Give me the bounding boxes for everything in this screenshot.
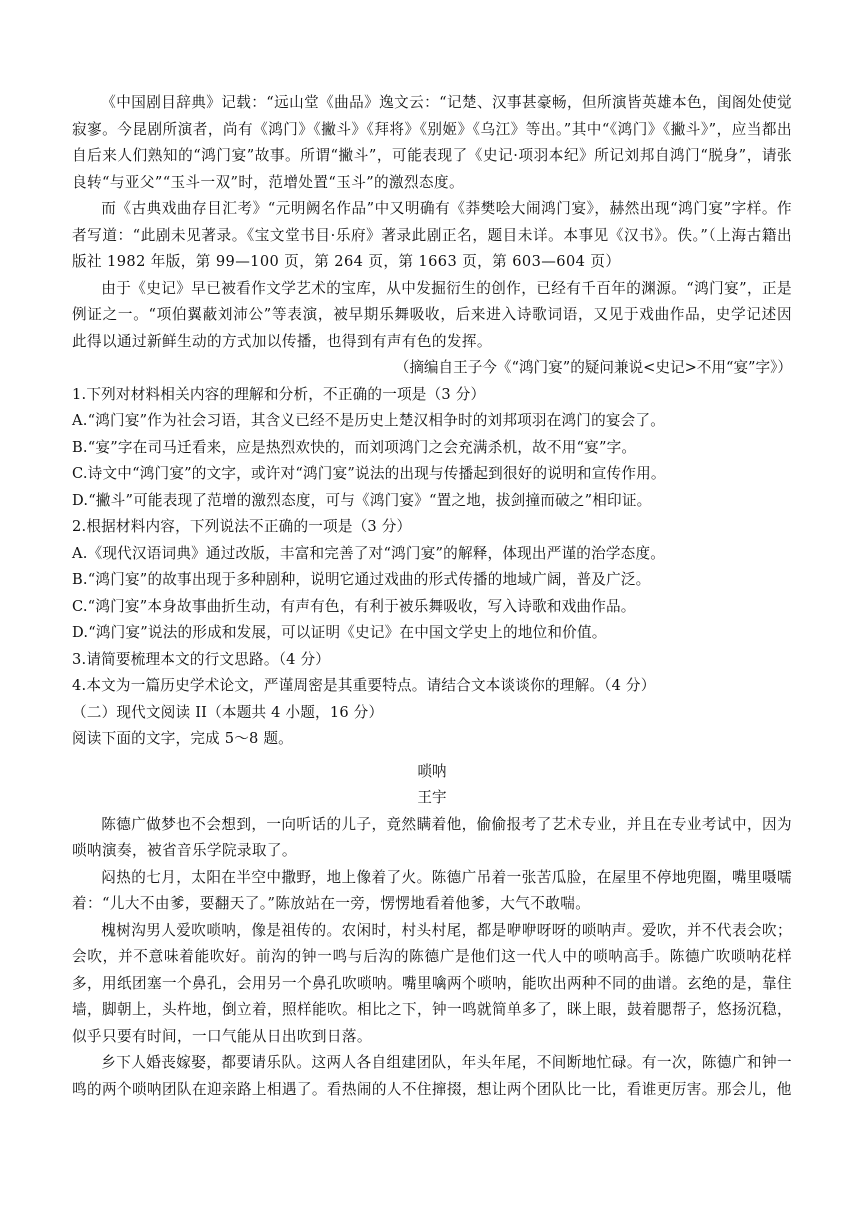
story-author: 王宇 xyxy=(417,789,447,806)
section-instruction: 阅读下面的文字，完成 5～8 题。 xyxy=(72,730,293,747)
story-paragraph: 陈德广做梦也不会想到，一向听话的儿子，竟然瞒着他，偷偷报考了艺术专业，并且在专业考试中，因为唢呐演奏，被省音乐学院录取了。 xyxy=(72,815,792,859)
story-body xyxy=(72,812,792,1104)
passage-paragraph: 由于《史记》早已被看作文学艺术的宝库，从中发掘衍生的创作，已经有千百年的渊源。“鸿门宴”，正是例证之一。“项伯翼蔽刘沛公”等表演，被早期乐舞吸收，后来进入诗歌词语，又见于戏曲作品，史学记述因此得以通过新鲜生动的方式加以传播，也得到有声有色的发挥。 xyxy=(72,279,792,350)
story-paragraph: 槐树沟男人爱吹唢呐，像是祖传的。农闲时，村头村尾，都是咿咿呀呀的唢呐声。爱吹，并不代表会吹；会吹，并不意味着能吹好。前沟的钟一鸣与后沟的陈德广是他们这一代人中的唢呐高手。陈德广吹唢呐花样多，用纸团塞一个鼻孔，会用另一个鼻孔吹唢呐。嘴里噙两个唢呐，能吹出两种不同的曲谱。玄绝的是，靠住墙，脚朝上，头杵地，倒立着，照样能吹。相比之下，钟一鸣就简单多了，眯上眼，鼓着腮帮子，悠扬沉稳，似乎只要有时间，一口气能从日出吹到日落。 xyxy=(72,921,792,1045)
question-list xyxy=(72,382,792,700)
question-4: 4.本文为一篇历史学术论文，严谨周密是其重要特点。请结合文本谈谈你的理解。（4 分） xyxy=(72,677,656,694)
question-1: 1.下列对材料相关内容的理解和分析，不正确的一项是（3 分） xyxy=(72,385,486,403)
story-paragraph: 乡下人婚丧嫁娶，都要请乐队。这两人各自组建团队，年头年尾，不间断地忙碌。有一次，陈德广和钟一鸣的两个唢呐团队在迎亲路上相遇了。看热闹的人不住撺掇，想让两个团队比一比，看谁更厉害。那会儿，他 xyxy=(72,1054,792,1098)
question-2-option-b: B.“鸿门宴”的故事出现于多种剧种，说明它通过戏曲的形式传播的地域广阔，普及广泛。 xyxy=(72,571,651,588)
document-page xyxy=(72,90,792,1103)
question-2-option-a: A.《现代汉语词典》通过改版，丰富和完善了对“鸿门宴”的解释，体现出严谨的治学态度。 xyxy=(72,544,666,562)
question-1-option-a: A.“鸿门宴”作为社会习语，其含义已经不是历史上楚汉相争时的刘邦项羽在鸿门的宴会了。 xyxy=(72,412,666,429)
question-2-option-c: C.“鸿门宴”本身故事曲折生动，有声有色，有利于被乐舞吸收，写入诗歌和戏曲作品。 xyxy=(72,597,636,615)
question-1-option-b: B.“宴”字在司马迁看来，应是热烈欢快的，而刘项鸿门之会充满杀机，故不用“宴”字。 xyxy=(72,438,637,456)
passage-paragraph: 而《古典戏曲存目汇考》“元明阙名作品”中又明确有《莽樊哙大闹鸿门宴》，赫然出现“鸿门宴”字样。作者写道：“此剧未见著录。《宝文堂书目·乐府》著录此剧正名，题目未详。本事见《汉书》。佚。”（上海古籍出版社 1982 年版，第 99—100 页，第 264 页，第 1663 页，第 603—604 页） xyxy=(72,200,792,270)
question-2-option-d: D.“鸿门宴”说法的形成和发展，可以证明《史记》在中国文学史上的地位和价值。 xyxy=(72,624,607,641)
question-1-option-d: D.“撇斗”可能表现了范增的激烈态度，可与《鸿门宴》“置之地，拔剑撞而破之”相印证。 xyxy=(72,491,652,509)
section-two xyxy=(72,700,792,812)
question-3: 3.请简要梳理本文的行文思路。（4 分） xyxy=(72,650,331,668)
section-heading: （二）现代文阅读 II（本题共 4 小题，16 分） xyxy=(72,703,384,721)
passage-source: （摘编自王子今《“鸿门宴”的疑问兼说<史记>不用“宴”字》） xyxy=(394,359,792,376)
question-2: 2.根据材料内容，下列说法不正确的一项是（3 分） xyxy=(72,518,412,535)
passage-paragraph: 《中国剧目辞典》记载：“远山堂《曲品》逸文云：“记楚、汉事甚豪畅，但所演皆英雄本色，闺阁处使觉寂寥。今昆剧所演者，尚有《鸿门》《撇斗》《拜将》《别姬》《乌江》等出。”其中“《鸿门》《撇斗》”，应当都出自后来人们熟知的“鸿门宴”故事。所谓“撇斗”，可能表现了《史记·项羽本纪》所记刘邦自鸿门“脱身”，请张良转“与亚父”“玉斗一双”时，范增处置“玉斗”的激烈态度。 xyxy=(72,94,792,191)
passage-material xyxy=(72,90,792,382)
question-1-option-c: C.诗文中“鸿门宴”的文字，或许对“鸿门宴”说法的出现与传播起到很好的说明和宣传作用。 xyxy=(72,465,666,482)
story-title: 唢呐 xyxy=(417,762,447,780)
story-paragraph: 闷热的七月，太阳在半空中撒野，地上像着了火。陈德广吊着一张苦瓜脸，在屋里不停地兜圈，嘴里嗫嚅着：“儿大不由爹，要翻天了。”陈放站在一旁，愣愣地看着他爹，大气不敢喘。 xyxy=(72,868,792,912)
